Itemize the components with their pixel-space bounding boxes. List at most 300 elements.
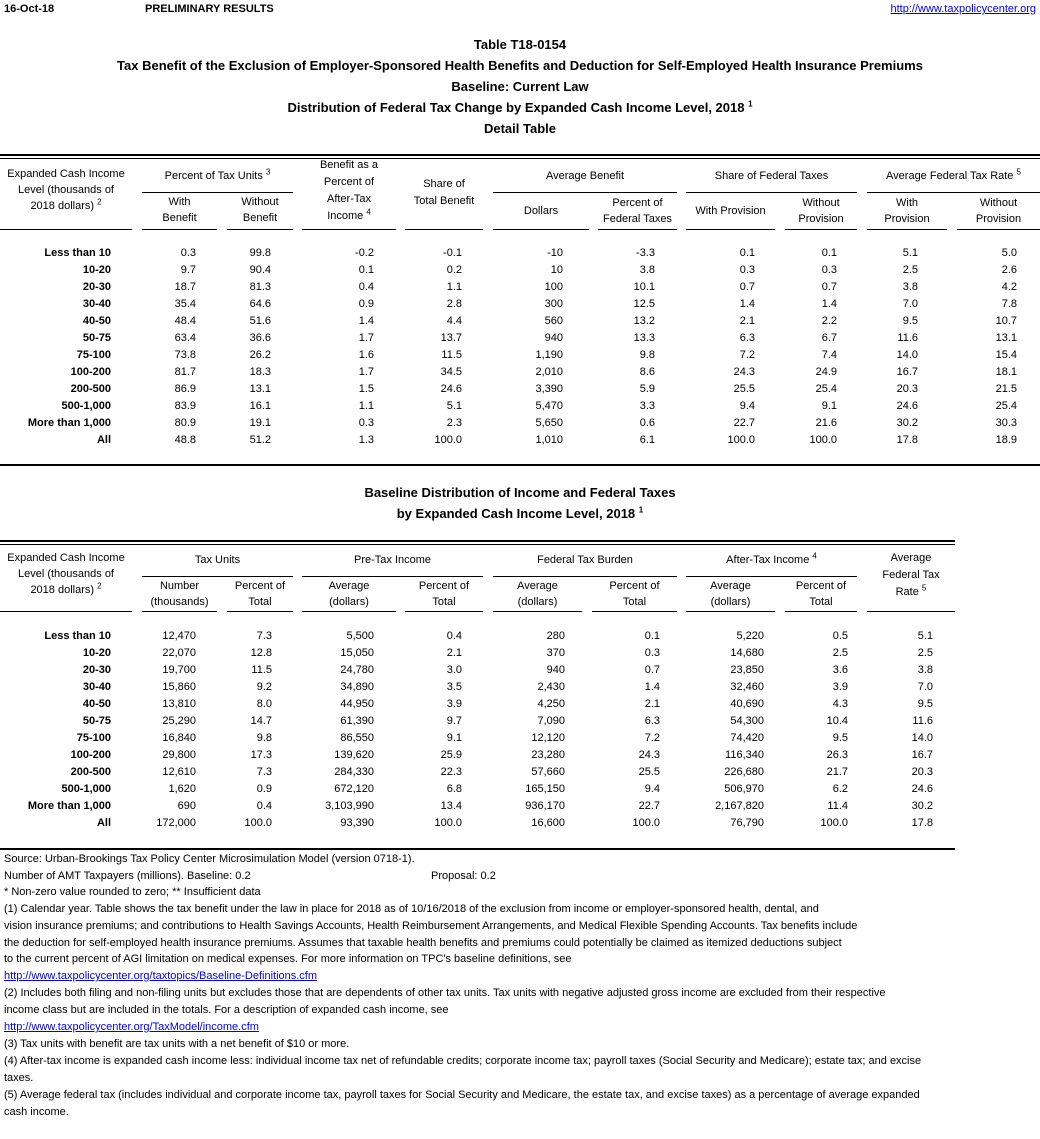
table-cell: 23,280 — [531, 749, 565, 761]
table-cell: 940 — [544, 332, 563, 344]
table-cell: 1.1 — [358, 400, 374, 412]
table-cell: 0.7 — [644, 664, 660, 676]
table-cell: 14.0 — [911, 732, 933, 744]
header-text: Share of — [423, 178, 465, 190]
table-cell: 2,010 — [535, 366, 563, 378]
footnote-4: taxes. — [4, 1072, 34, 1084]
table-cell: 9.7 — [180, 264, 196, 276]
header-underline — [142, 229, 217, 230]
header-underline — [686, 229, 775, 230]
table-cell: 936,170 — [525, 800, 565, 812]
table-cell: 5.1 — [902, 247, 918, 259]
table-row — [0, 681, 1040, 697]
table-cell: 34,890 — [340, 681, 374, 693]
table-cell: 18.1 — [995, 366, 1017, 378]
header-pct-total — [592, 578, 677, 610]
table-top-rule — [0, 154, 1040, 156]
table-cell: 1.4 — [358, 315, 374, 327]
table-cell: 17.8 — [911, 817, 933, 829]
table-cell: 280 — [546, 630, 565, 642]
footnote-amt-proposal: Proposal: 0.2 — [431, 870, 496, 882]
header-underline — [405, 229, 483, 230]
table-cell: 0.9 — [256, 783, 272, 795]
report-date: 16-Oct-18 — [4, 3, 55, 15]
header-with-provision: With Provision — [695, 205, 766, 217]
header-text: Percent of — [323, 176, 375, 188]
header-underline — [867, 611, 955, 612]
header-pct-total — [227, 578, 293, 610]
footnote-source: Source: Urban-Brookings Tax Policy Center Microsimulation Model (version 0718-1). — [4, 853, 415, 865]
table-cell: 3.8 — [639, 264, 655, 276]
table-cell: 2.6 — [1001, 264, 1017, 276]
header-underline — [405, 611, 483, 612]
table-cell: 3.3 — [639, 400, 655, 412]
table-cell: 16.1 — [249, 400, 271, 412]
baseline-label: Baseline: Current Law — [451, 79, 589, 94]
footnote-2: (2) Includes both filing and non-filing units but excludes those that are dependents of other tax units. Tax units with negative adjusted gross income are excluded from their respective — [4, 987, 886, 999]
table-cell: 14,680 — [730, 647, 764, 659]
table-cell: 2,430 — [537, 681, 565, 693]
table-cell: 20.3 — [911, 766, 933, 778]
header-with-benefit — [142, 194, 217, 226]
header-average-benefit: Average Benefit — [545, 170, 625, 182]
header-text: Federal Taxes — [603, 213, 672, 225]
table-row — [0, 783, 1040, 799]
table-cell: 14.7 — [250, 715, 272, 727]
table-cell: 11.5 — [441, 349, 462, 361]
table-cell: 19.1 — [249, 417, 271, 429]
table-cell: 25.5 — [638, 766, 660, 778]
table-cell: 24.3 — [733, 366, 755, 378]
header-average-tax-rate — [867, 550, 955, 601]
table-top-rule — [0, 158, 1040, 159]
table-cell: 25.9 — [440, 749, 462, 761]
table-cell: 81.3 — [249, 281, 271, 293]
table-cell: 22.3 — [440, 766, 462, 778]
header-text: Expanded Cash Income — [7, 168, 125, 180]
table-cell: 19,700 — [162, 664, 196, 676]
header-underline — [0, 229, 132, 230]
table-cell: 1.7 — [358, 332, 374, 344]
row-label: 100-200 — [70, 749, 111, 761]
income-definition-link[interactable]: http://www.taxpolicycenter.org/TaxModel/income.cfm — [4, 1021, 259, 1033]
footnote-3: (3) Tax units with benefit are tax units with a net benefit of $10 or more. — [4, 1038, 350, 1050]
footnote-legend: * Non-zero value rounded to zero; ** Insufficient data — [4, 886, 261, 898]
header-underline — [493, 192, 677, 193]
table-top-rule — [0, 540, 955, 542]
table-cell: 9.4 — [644, 783, 660, 795]
table-cell: 12,120 — [531, 732, 565, 744]
table-cell: 3.0 — [446, 664, 462, 676]
header-text: Percent of — [612, 197, 663, 209]
header-underline — [493, 611, 582, 612]
row-label: 500-1,000 — [61, 783, 111, 795]
header-text: 2018 dollars) — [30, 584, 95, 596]
table-cell: 9.1 — [821, 400, 837, 412]
table-cell: 18.3 — [249, 366, 271, 378]
table-cell: 22.7 — [638, 800, 660, 812]
header-text: With — [168, 196, 191, 208]
table-cell: 1,190 — [535, 349, 563, 361]
header-text: Percent of — [795, 580, 847, 592]
table-cell: 0.3 — [821, 264, 837, 276]
table-cell: 139,620 — [334, 749, 374, 761]
header-text: With — [896, 197, 918, 209]
row-label: Less than 10 — [44, 247, 111, 259]
table-cell: 13.1 — [995, 332, 1017, 344]
table-cell: 13,810 — [162, 698, 196, 710]
table-row — [0, 766, 1040, 782]
table-cell: 12,610 — [162, 766, 196, 778]
table-row — [0, 630, 1040, 646]
header-underline — [493, 576, 677, 577]
table-cell: 11.5 — [251, 664, 272, 676]
table-cell: 74,420 — [730, 732, 764, 744]
table-cell: 4.2 — [1001, 281, 1017, 293]
table-cell: 7.8 — [1001, 298, 1017, 310]
table-cell: 24.6 — [911, 783, 933, 795]
table-row — [0, 664, 1040, 680]
row-label: 30-40 — [82, 298, 111, 310]
table-cell: 24.6 — [440, 383, 462, 395]
row-label: More than 1,000 — [27, 800, 111, 812]
table-cell: 86.9 — [174, 383, 196, 395]
table-cell: 21.5 — [995, 383, 1017, 395]
header-text: Level (thousands of — [17, 568, 114, 580]
table-cell: 0.2 — [446, 264, 462, 276]
table-cell: 80.9 — [174, 417, 196, 429]
table-cell: 40,690 — [730, 698, 764, 710]
table-cell: 7,090 — [537, 715, 565, 727]
table-cell: 90.4 — [249, 264, 271, 276]
row-label: 20-30 — [82, 664, 111, 676]
table-cell: 226,680 — [724, 766, 764, 778]
table-cell: 9.5 — [902, 315, 918, 327]
table-cell: 0.1 — [821, 247, 837, 259]
header-income-level — [0, 166, 132, 214]
header-without-benefit — [227, 194, 293, 226]
table-cell: 10.7 — [995, 315, 1017, 327]
table-cell: 9.5 — [832, 732, 848, 744]
table-row — [0, 298, 1040, 314]
row-label: 30-40 — [82, 681, 111, 693]
table-cell: 21.6 — [815, 417, 837, 429]
footnote-ref: 2 — [97, 197, 102, 207]
table-cell: 20.3 — [896, 383, 918, 395]
table-cell: 2.5 — [902, 264, 918, 276]
table-cell: 1,620 — [168, 783, 196, 795]
table-row — [0, 698, 1040, 714]
table-cell: 51.2 — [249, 434, 271, 446]
table-cell: 1.1 — [446, 281, 462, 293]
table-cell: 30.2 — [896, 417, 918, 429]
table-cell: 22.7 — [733, 417, 755, 429]
table-cell: 76,790 — [730, 817, 764, 829]
table-cell: 5.9 — [639, 383, 655, 395]
table-cell: 32,460 — [730, 681, 764, 693]
header-text: Rate — [895, 586, 919, 598]
table-cell: 10.4 — [826, 715, 848, 727]
header-underline — [142, 576, 293, 577]
table-cell: 3.8 — [917, 664, 933, 676]
table-top-rule — [0, 544, 955, 545]
footnote-ref: 5 — [921, 583, 927, 593]
table-cell: 25.4 — [815, 383, 837, 395]
table-cell: 6.2 — [832, 783, 848, 795]
header-text: Benefit — [162, 212, 197, 224]
table-cell: 4.4 — [446, 315, 462, 327]
table-cell: 26.3 — [826, 749, 848, 761]
table-cell: 30.2 — [911, 800, 933, 812]
row-label: 75-100 — [76, 349, 111, 361]
header-text: Average — [890, 552, 932, 564]
header-text: Total — [622, 596, 647, 608]
header-text: Without — [979, 197, 1018, 209]
table-cell: 5.1 — [446, 400, 462, 412]
table-cell: 690 — [177, 800, 196, 812]
table-cell: 7.2 — [739, 349, 755, 361]
footnote-1: (1) Calendar year. Table shows the tax benefit under the law in place for 2018 as of 10/16/2018 of the exclusion from income or employer-sponsored health, dental, and — [4, 903, 819, 915]
footnote-ref: 4 — [366, 207, 371, 217]
table-cell: 5,500 — [346, 630, 374, 642]
header-underline — [142, 611, 217, 612]
row-label: 20-30 — [82, 281, 111, 293]
row-label: Less than 10 — [44, 630, 111, 642]
table-cell: 6.7 — [821, 332, 837, 344]
table-cell: 99.8 — [249, 247, 271, 259]
footnote-5: (5) Average federal tax (includes individual and corporate income tax, payroll taxes for Social Security and Medicare, the estate tax, and excise taxes) as a percentage of average expanded — [4, 1089, 920, 1101]
table-cell: 25,290 — [162, 715, 196, 727]
footnote-1: the deduction for self-employed health insurance premiums. Assumes that taxable health benefits and premiums could potentially be claimed as itemized deductions subject — [4, 937, 842, 949]
footnote-1: to the current percent of AGI limitation on medical expenses. For more information on TPC's baseline definitions, see — [4, 953, 572, 965]
table-bottom-rule — [0, 464, 1040, 466]
table-cell: 300 — [544, 298, 563, 310]
table-cell: 0.7 — [739, 281, 755, 293]
table-cell: 11.4 — [827, 800, 848, 812]
table-title: Tax Benefit of the Exclusion of Employer-Sponsored Health Benefits and Deduction for Self-Employed Health Insurance Premiums — [117, 58, 923, 73]
table-cell: 5,220 — [736, 630, 764, 642]
table-row — [0, 417, 1040, 433]
table-cell: 61,390 — [340, 715, 374, 727]
table-cell: 48.8 — [174, 434, 196, 446]
table-cell: 30.3 — [995, 417, 1017, 429]
table-cell: 1.3 — [358, 434, 374, 446]
table-cell: 29,800 — [162, 749, 196, 761]
footnote-ref: 4 — [812, 551, 817, 561]
table-cell: 10.1 — [633, 281, 655, 293]
table-cell: 2,167,820 — [715, 800, 764, 812]
table-cell: 672,120 — [334, 783, 374, 795]
footnote-ref: 5 — [1016, 167, 1021, 177]
header-text: Provision — [884, 213, 930, 225]
table-row — [0, 800, 1040, 816]
table-cell: 7.0 — [902, 298, 918, 310]
table-cell: 26.2 — [249, 349, 271, 361]
header-federal-tax-burden: Federal Tax Burden — [537, 554, 633, 566]
table-cell: -0.2 — [355, 247, 374, 259]
table-cell: 18.9 — [995, 434, 1017, 446]
table-cell: 0.3 — [739, 264, 755, 276]
header-share-total-benefit — [405, 176, 483, 210]
table-cell: 13.3 — [633, 332, 655, 344]
table-cell: 0.5 — [832, 630, 848, 642]
subtitle-text: by Expanded Cash Income Level, 2018 — [396, 506, 636, 521]
row-label: 50-75 — [82, 715, 111, 727]
header-number — [142, 578, 217, 610]
header-tax-units: Tax Units — [194, 554, 241, 566]
table-cell: 7.3 — [256, 766, 272, 778]
detail-title: Detail Table — [483, 121, 556, 136]
table-cell: -10 — [547, 247, 563, 259]
table-cell: 9.8 — [639, 349, 655, 361]
table-cell: 16.7 — [896, 366, 918, 378]
table-cell: 54,300 — [730, 715, 764, 727]
header-text: After-Tax — [326, 193, 371, 205]
header-pct-federal-taxes — [598, 195, 677, 227]
footnote-4: (4) After-tax income is expanded cash income less: individual income tax net of refundable credits; corporate income tax; payroll taxes (Social Security and Medicare); estate tax; and excise — [4, 1055, 922, 1067]
table-cell: -3.3 — [636, 247, 655, 259]
header-underline — [302, 576, 483, 577]
table-cell: 2.5 — [832, 647, 848, 659]
table-cell: 15,860 — [162, 681, 196, 693]
table-row — [0, 366, 1040, 382]
table-cell: 14.0 — [896, 349, 918, 361]
table-cell: 9.1 — [446, 732, 462, 744]
table-cell: 940 — [546, 664, 565, 676]
table-cell: 100.0 — [809, 434, 837, 446]
header-text: Total — [432, 596, 456, 608]
header-underline — [867, 229, 947, 230]
baseline-definitions-link[interactable]: http://www.taxpolicycenter.org/taxtopics/Baseline-Definitions.cfm — [4, 970, 318, 982]
header-average — [686, 578, 775, 610]
header-average — [493, 578, 582, 610]
header-text: Number — [159, 580, 200, 592]
table-cell: 57,660 — [531, 766, 565, 778]
table-cell: 48.4 — [174, 315, 196, 327]
table-cell: 0.4 — [358, 281, 374, 293]
header-text: Without — [802, 197, 840, 209]
header-text: 2018 dollars) — [30, 200, 95, 212]
table-cell: 51.6 — [249, 315, 271, 327]
table-cell: 3,103,990 — [325, 800, 374, 812]
table-row — [0, 315, 1040, 331]
table-cell: 1.6 — [358, 349, 374, 361]
row-label: 40-50 — [82, 698, 111, 710]
header-text: Percent of Tax Units — [164, 170, 263, 182]
table-row — [0, 349, 1040, 365]
table-cell: 15.4 — [995, 349, 1017, 361]
table-cell: 13.2 — [633, 315, 655, 327]
header-rate-with-provision — [867, 195, 947, 227]
table-row — [0, 732, 1040, 748]
table-cell: 9.2 — [256, 681, 272, 693]
header-aftertax-income — [686, 552, 857, 568]
header-text: Benefit as a — [319, 159, 379, 171]
table-cell: 10 — [550, 264, 563, 276]
table-cell: 11.6 — [912, 715, 933, 727]
table-row — [0, 264, 1040, 280]
table-cell: 0.3 — [358, 417, 374, 429]
header-text: (dollars) — [710, 596, 751, 608]
table-cell: 506,970 — [724, 783, 764, 795]
table-cell: 2.1 — [739, 315, 755, 327]
table-cell: 0.1 — [358, 264, 374, 276]
table-cell: 100.0 — [632, 817, 660, 829]
table-cell: 24.9 — [815, 366, 837, 378]
table-cell: 5,470 — [535, 400, 563, 412]
table-cell: 7.0 — [917, 681, 933, 693]
header-underline — [227, 611, 293, 612]
header-underline — [142, 192, 293, 193]
header-text: Federal Tax — [882, 569, 940, 581]
table-cell: 1.5 — [358, 383, 374, 395]
table-cell: 0.1 — [739, 247, 755, 259]
table-cell: 0.9 — [358, 298, 374, 310]
table-cell: 0.4 — [256, 800, 272, 812]
website-link[interactable]: http://www.taxpolicycenter.org — [890, 3, 1036, 15]
header-pct-total — [405, 578, 483, 610]
header-text: Total — [248, 596, 272, 608]
header-average-tax-rate — [867, 168, 1040, 184]
table-cell: 3.9 — [832, 681, 848, 693]
table-row — [0, 647, 1040, 663]
table-cell: 23,850 — [730, 664, 764, 676]
header-text: Percent of — [234, 580, 286, 592]
table-cell: 17.3 — [250, 749, 272, 761]
table-row — [0, 332, 1040, 348]
header-text: After-Tax Income — [726, 554, 810, 566]
table-cell: 1.7 — [358, 366, 374, 378]
header-underline — [302, 229, 396, 230]
header-underline — [686, 611, 775, 612]
table-cell: 34.5 — [440, 366, 462, 378]
header-underline — [686, 576, 857, 577]
table-cell: 284,330 — [334, 766, 374, 778]
table-cell: 0.7 — [821, 281, 837, 293]
table-cell: 7.4 — [821, 349, 837, 361]
header-text: Total Benefit — [413, 195, 475, 207]
table-cell: 165,150 — [525, 783, 565, 795]
table-cell: 9.4 — [739, 400, 755, 412]
table-cell: 1.4 — [644, 681, 660, 693]
header-underline — [867, 192, 1040, 193]
table-cell: 44,950 — [340, 698, 374, 710]
table-cell: -0.1 — [443, 247, 462, 259]
header-text: (dollars) — [517, 596, 558, 608]
table-cell: 93,390 — [340, 817, 374, 829]
header-underline — [785, 229, 857, 230]
header-underline — [785, 611, 857, 612]
footnote-amt: Number of AMT Taxpayers (millions). Baseline: 0.2 — [4, 870, 251, 882]
table-cell: 64.6 — [249, 298, 271, 310]
table-row — [0, 281, 1040, 297]
table-cell: 18.7 — [174, 281, 196, 293]
table-cell: 12.5 — [633, 298, 655, 310]
table-cell: 3.8 — [902, 281, 918, 293]
header-text: Without — [241, 196, 279, 208]
table-cell: 4.3 — [832, 698, 848, 710]
header-text: Average — [328, 580, 370, 592]
table-cell: 100 — [544, 281, 563, 293]
table-id: Table T18-0154 — [473, 37, 567, 52]
table-cell: 7.2 — [644, 732, 660, 744]
table-cell: 17.8 — [896, 434, 918, 446]
table-cell: 370 — [546, 647, 565, 659]
table-row — [0, 715, 1040, 731]
table-cell: 3,390 — [535, 383, 563, 395]
table-row — [0, 749, 1040, 765]
table-cell: 24.6 — [896, 400, 918, 412]
